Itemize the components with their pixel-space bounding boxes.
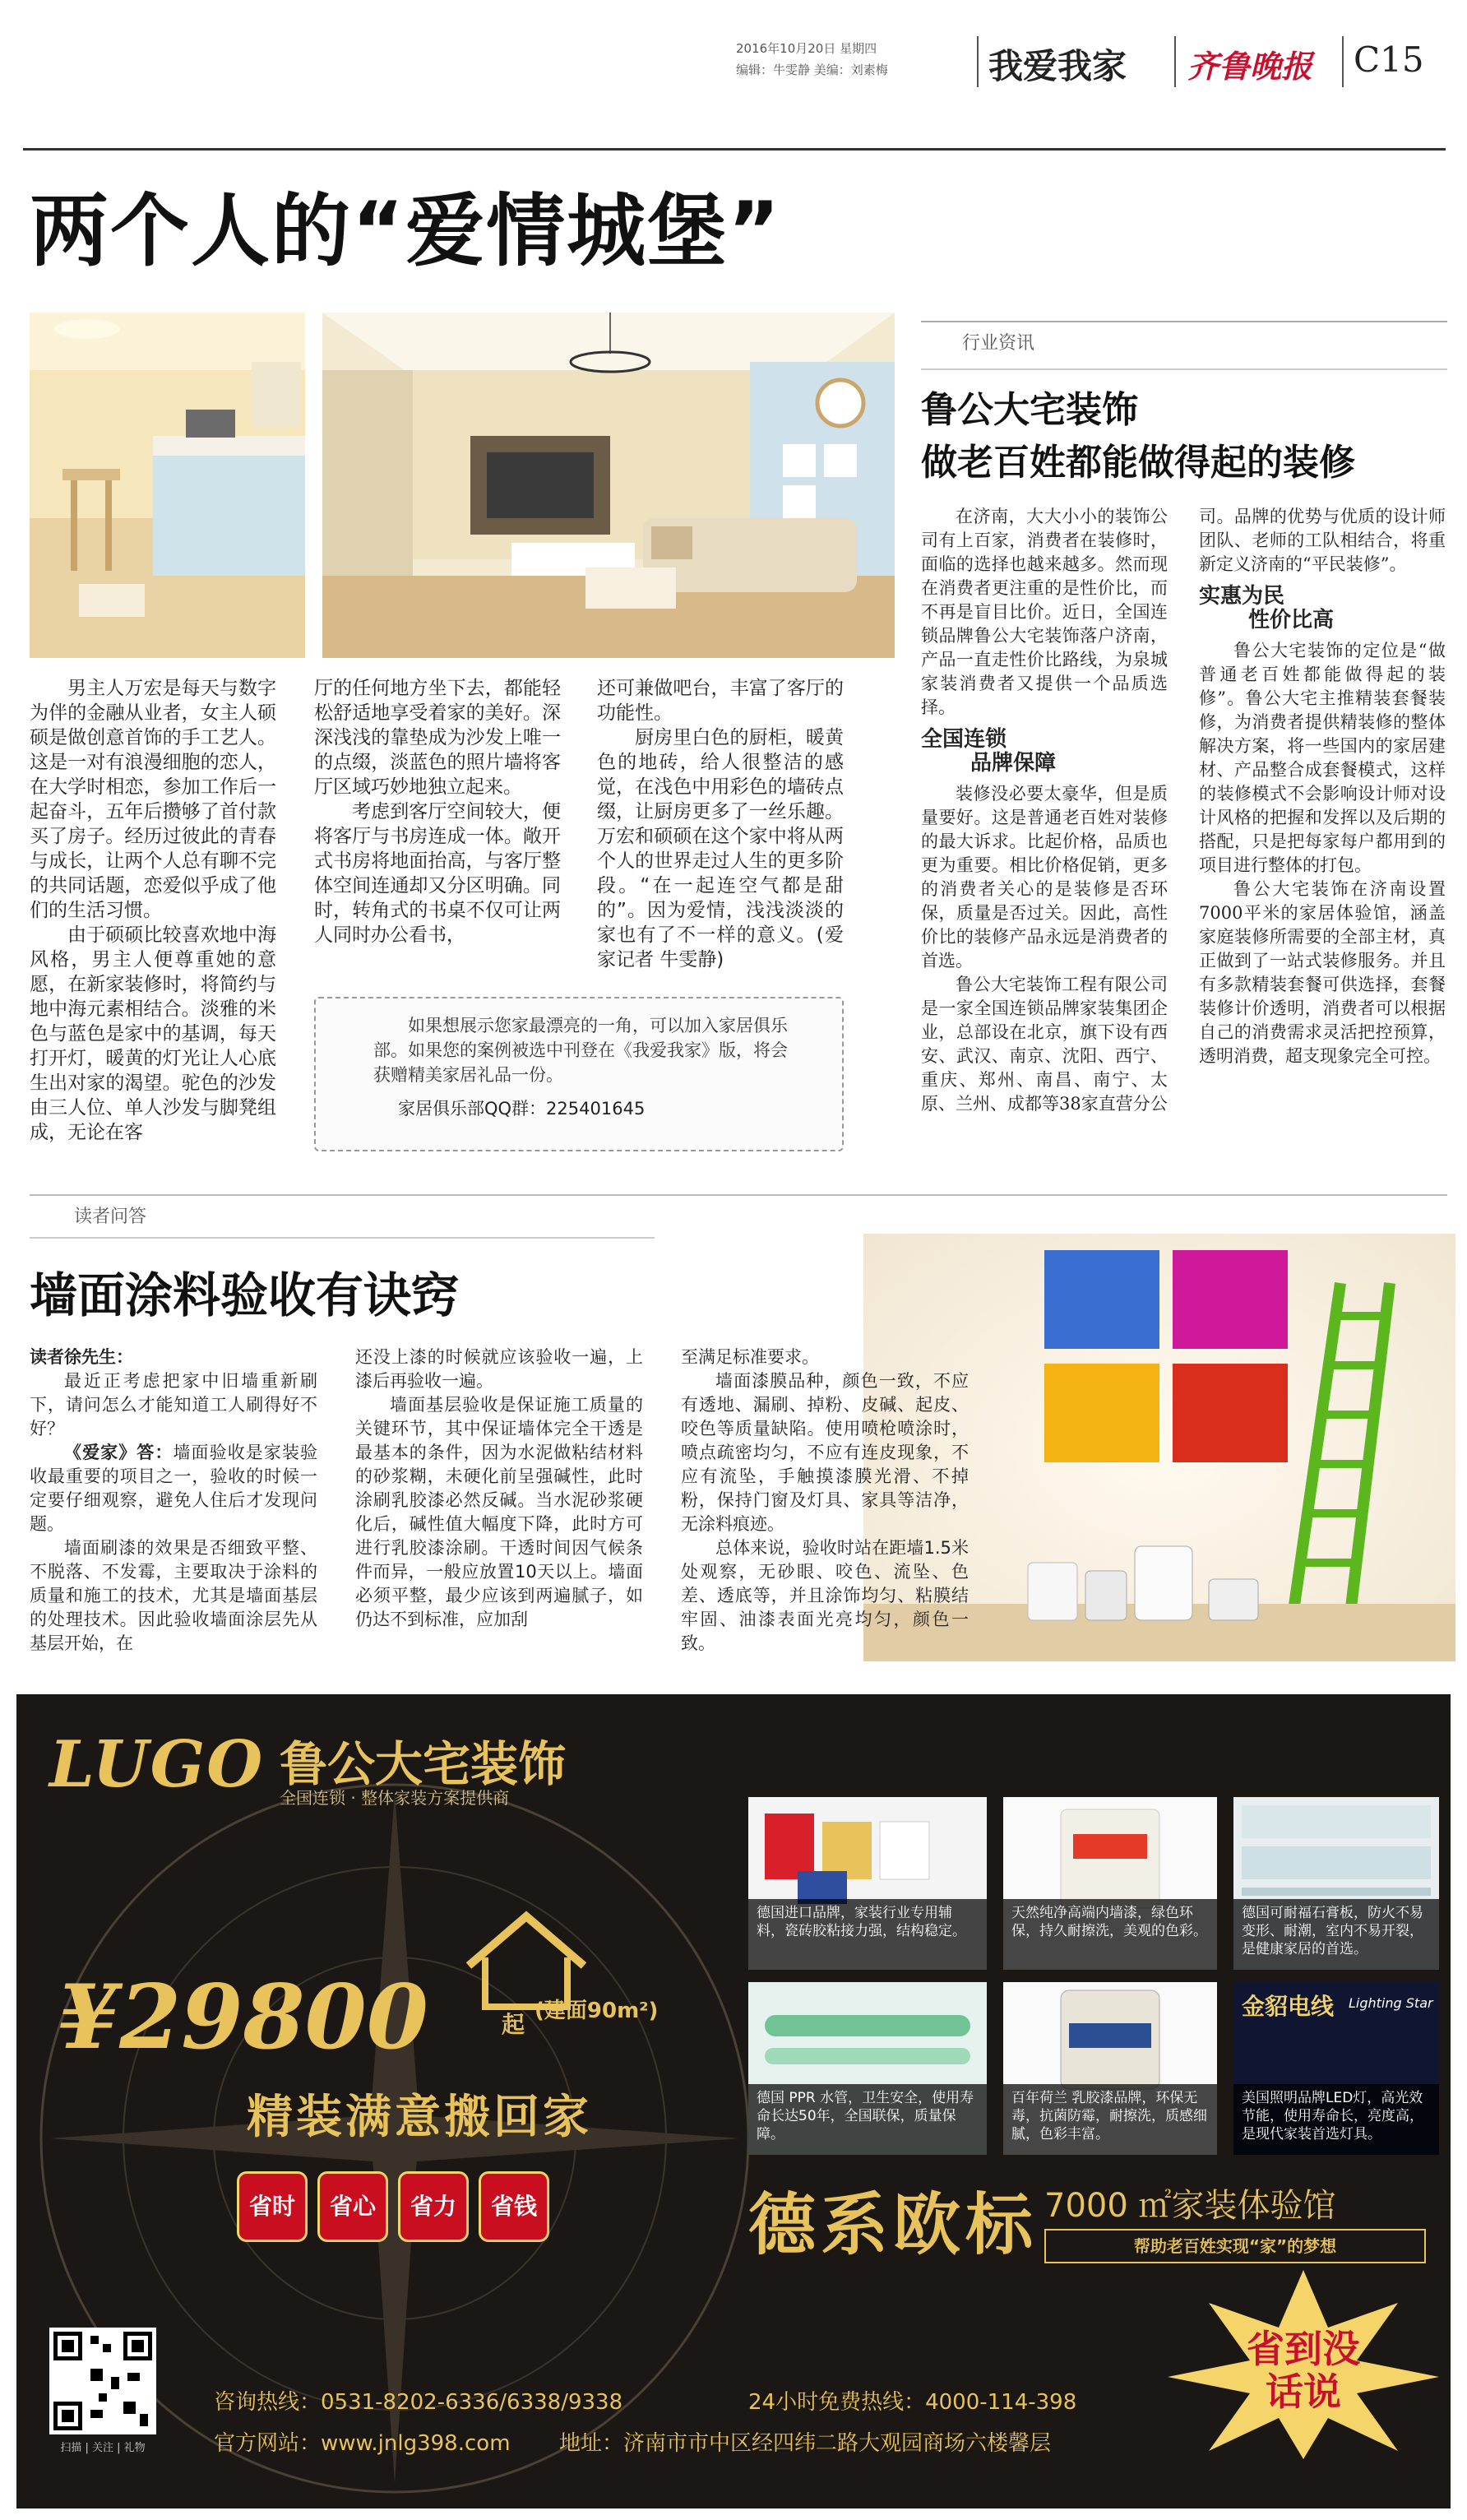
- qa-column-1: [30, 1346, 317, 1656]
- ad-hotline: 咨询热线：0531-8202-6336/6338/9338: [214, 2390, 623, 2415]
- ad-exhibit-sub: 帮助老百姓实现“家”的梦想: [1044, 2229, 1426, 2263]
- article-paragraph: 还可兼做吧台，丰富了客厅的功能性。: [597, 678, 844, 724]
- ad-german: 德系欧标: [748, 2186, 1039, 2264]
- industry-column-2: [1199, 505, 1446, 1068]
- qa-paragraph: 墙面刷漆的效果是否细致平整、不脱落、不发霉，主要取决于涂料的质量和施工的技术，尤其是墙面基层的处理技术。因此验收墙面涂层先从基层开始，在: [30, 1538, 317, 1653]
- qa-reader: 读者徐先生：: [30, 1347, 133, 1367]
- club-text: 如果想展示您家最漂亮的一角，可以加入家居俱乐部。如果您的案例被选中刊登在《我爱我家》版，将会获赠精美家居礼品一份。: [373, 1016, 788, 1085]
- ad-brand: 鲁公大宅装饰: [280, 1736, 567, 1792]
- qa-rule-2: [30, 1237, 655, 1239]
- section-name: 我爱我家: [988, 46, 1127, 86]
- product-caption: 天然纯净高端内墙漆，绿色环保，持久耐擦洗，美观的色彩。: [1003, 1899, 1217, 1970]
- qa-answer: 墙面验收是家装验收最重要的项目之一，验收的时候一定要仔细观察，避免人住后才发现问题。: [30, 1443, 318, 1534]
- product-caption: 德国 PPR 水管，卫生安全，使用寿命长达50年，全国联保，质量保障。: [748, 2084, 987, 2155]
- ad-slogan: 精装满意搬回家: [247, 2091, 592, 2144]
- paper-logo: 齐鲁晚报: [1187, 48, 1313, 85]
- header-date: 2016年10月20日 星期四: [736, 41, 877, 56]
- ad-price-suffix: 起: [502, 2011, 525, 2038]
- header-divider-2: [1174, 36, 1176, 87]
- ad-pill: 省心: [317, 2171, 388, 2242]
- ad-area: (建面90m²): [535, 1999, 659, 2023]
- industry-paragraph: 鲁公大宅装饰的定位是“做普通老百姓都能做得起的装修”。鲁公大宅主推精装套餐装修，为消费者提供精装修的整体解决方案，将一些国内的家居建材、产品整合成套餐模式，这样的装修模式不会影响设计师对设计风格的把握和发挥以及后期的搭配，只是把每家每户都用到的项目进行整体的打包。: [1199, 641, 1446, 875]
- club-box: [314, 997, 844, 1151]
- header-divider-3: [1342, 36, 1344, 87]
- club-qq: 家居俱乐部QQ群：225401645: [398, 1099, 646, 1119]
- product-panel: [1003, 1982, 1217, 2155]
- qa-answer-prefix: 《爱家》答：: [64, 1443, 174, 1462]
- ad-pill: 省力: [398, 2171, 469, 2242]
- product-panel-title: 金貂电线: [1242, 1993, 1335, 2020]
- article-paragraph: 厨房里白色的厨柜，暖黄色的地砖，给人很整洁的感觉，在浅色中用彩色的墙砖点缀，让厨房更多了一丝乐趣。万宏和硕硕在这个家中将从两个人的世界走过人生的更多阶段。“在一起连空气都是甜的”。因为爱情，浅浅淡淡的家也有了不一样的意义。(爱家记者 牛雯静): [597, 727, 844, 970]
- ad-freeline: 24小时免费热线：4000-114-398: [748, 2390, 1077, 2415]
- ad-brand-sub: 全国连锁 · 整体家装方案提供商: [280, 1788, 510, 1808]
- product-caption: 美国照明品牌LED灯，高光效节能，使用寿命长，亮度高，是现代家装首选灯具。: [1233, 2084, 1439, 2155]
- industry-paragraph: 装修没必要太豪华，但是质量要好。这是普通老百姓对装修的最大诉求。比起价格，品质也更为重要。相比价格促销，更多的消费者关心的是装修是否环保，质量是否过关。因此，高性价比的装修产品永远是消费者的首选。: [921, 784, 1168, 970]
- ad-pill: 省时: [237, 2171, 308, 2242]
- ad-badge: [1168, 2270, 1439, 2459]
- qa-title: 墙面涂料验收有诀窍: [30, 1267, 460, 1323]
- article-column-2: [314, 676, 561, 947]
- ad-exhibit: 7000 ㎡家装体验馆: [1044, 2187, 1336, 2225]
- qa-paragraph: 墙面基层验收是保证施工质量的关键环节，其中保证墙体完全干透是最基本的条件，因为水泥做粘结材料的砂浆糊，未硬化前呈强碱性，此时涂刷乳胶漆必然反碱。当水泥砂浆硬化后，碱性值大幅度下降，此时方可进行乳胶漆涂刷。干透时间因气候条件而异，一般应放置10天以上。墙面必须平整，最少应该到两遍腻子，如仍达不到标准，应加刮: [355, 1395, 643, 1629]
- industry-rule-2: [921, 368, 1447, 370]
- article-column-1: [30, 676, 276, 1145]
- qa-question: 最近正考虑把家中旧墙重新刷下，请问怎么才能知道工人刷得好不好？: [30, 1371, 317, 1438]
- industry-subhead: 性价比高: [1248, 608, 1335, 632]
- industry-paragraph: 鲁公大宅装饰工程有限公司是一家全国连锁品牌家装集团企业，总部设在北京，旗下设有西安、武汉、南京、沈阳、西宁、重庆、郑州、南昌、南宁、太原、兰州、成都等38家直营分公: [921, 975, 1168, 1114]
- page-number: C15: [1354, 39, 1424, 80]
- header-editors: 编辑：牛雯静 美编：刘素梅: [736, 63, 888, 77]
- qa-column-3: [681, 1346, 969, 1656]
- industry-paragraph: 司。品牌的优势与优质的设计师团队、老师的工队相结合，将重新定义济南的“平民装修”。: [1199, 507, 1446, 574]
- ad-price: ¥29800: [58, 1966, 428, 2069]
- industry-label: 行业资讯: [962, 333, 1035, 354]
- qa-column-2: [355, 1346, 643, 1632]
- industry-title-1: 鲁公大宅装饰: [921, 389, 1138, 431]
- ad-address: 地址：济南市市中区经四纬二路大观园商场六楼馨层: [559, 2431, 1052, 2456]
- industry-paragraph: 在济南，大大小小的装饰公司有上百家，消费者在装修时，面临的选择也越来越多。然而现在消费者更注重的是性价比，而不再是盲目比价。近日，全国连锁品牌鲁公大宅装饰落户济南，产品一直走性价比路线，为泉城家装消费者又提供一个品质选择。: [921, 507, 1168, 717]
- header-divider: [977, 36, 979, 87]
- product-panel: [1233, 1797, 1439, 1970]
- product-panel: [1003, 1797, 1217, 1970]
- product-panel: [748, 1797, 987, 1970]
- ad-badge-text: 省到没话说: [1247, 2327, 1360, 2414]
- product-caption: 德国进口品牌，家装行业专用辅料，瓷砖胶粘接力强，结构稳定。: [748, 1899, 987, 1970]
- qr-caption: 扫描 | 关注 | 礼物: [60, 2442, 146, 2454]
- qr-code[interactable]: [49, 2328, 156, 2434]
- qa-paragraph: 至满足标准要求。: [681, 1347, 819, 1367]
- qa-label: 读者问答: [74, 1207, 147, 1227]
- article-paragraph: 厅的任何地方坐下去，都能轻松舒适地享受着家的美好。深深浅浅的靠垫成为沙发上唯一的点缀，淡蓝色的照片墙将客厅区域巧妙地独立起来。: [314, 678, 561, 798]
- article-paragraph: 考虑到客厅空间较大，便将客厅与书房连成一体。敞开式书房将地面抬高，与客厅整体空间连通却又分区明确。同时，转角式的书桌不仅可让两人同时办公看书，: [314, 801, 561, 946]
- industry-column-1: [921, 505, 1168, 1116]
- article-paragraph: 由于硕硕比较喜欢地中海风格，男主人便尊重她的意愿，在新家装修时，将简约与地中海元素相结合。淡雅的米色与蓝色是家中的基调，每天打开灯，暖黄的灯光让人心底生出对家的渴望。驼色的沙发由三人位、单人沙发与脚凳组成，无论在客: [30, 924, 276, 1143]
- qa-paragraph: 墙面漆膜品种，颜色一致，不应有透地、漏刷、掉粉、皮碱、起皮、咬色等质量缺陷。使用喷枪喷涂时，喷点疏密均匀，不应有连皮现象，不应有流坠，手触摸漆膜光滑、不掉粉，保持门窗及灯具、家具等洁净，无涂料痕迹。: [681, 1371, 969, 1534]
- page-title: 两个人的“爱情城堡”: [30, 185, 782, 277]
- qa-paragraph: 总体来说，验收时站在距墙1.5米处观察，无砂眼、咬色、流坠、色差、透底等，并且涂饰均匀、粘膜结牢固、油漆表面光亮均匀，颜色一致。: [681, 1538, 969, 1653]
- article-paragraph: 男主人万宏是每天与数字为伴的金融从业者，女主人硕硕是做创意首饰的手工艺人。这是一对有浪漫细胞的恋人，在大学时相恋，参加工作后一起奋斗，五年后攒够了首付款买了房子。经历过彼此的青春与成长，让两个人总有聊不完的共同话题，恋爱似乎成了他们的生活习惯。: [30, 678, 276, 921]
- ad-logo: LUGO: [49, 1727, 265, 1802]
- article-column-3: [597, 676, 844, 972]
- industry-rule: [921, 321, 1447, 322]
- industry-title-2: 做老百姓都能做得起的装修: [921, 442, 1355, 484]
- product-panel: [748, 1982, 987, 2155]
- photo-living-room: [322, 313, 895, 658]
- header-rule: [23, 148, 1446, 151]
- qa-rule: [30, 1194, 1447, 1196]
- qa-paragraph: 还没上漆的时候就应该验收一遍，上漆后再验收一遍。: [355, 1347, 643, 1391]
- industry-paragraph: 鲁公大宅装饰在济南设置7000平米的家居体验馆，涵盖家庭装修所需要的全部主材，真正做到了一站式装修服务。并且有多款精装套餐可供选择，套餐装修计价透明，消费者可以根据自己的消费需求灵活把控预算，透明消费，超支现象完全可控。: [1199, 879, 1446, 1066]
- photo-study: [30, 313, 305, 658]
- product-caption: 百年荷兰 乳胶漆品牌，环保无毒，抗菌防霉，耐擦洗，质感细腻，色彩丰富。: [1003, 2084, 1217, 2155]
- product-panel-sub: Lighting Star: [1349, 1995, 1433, 2011]
- product-panel: [1233, 1982, 1439, 2155]
- ad-pill: 省钱: [479, 2171, 549, 2242]
- industry-subhead: 全国连锁: [921, 727, 1007, 752]
- ad-website[interactable]: 官方网站：www.jnlg398.com: [214, 2431, 511, 2456]
- lugo-advertisement: [16, 1694, 1451, 2508]
- product-caption: 德国可耐福石膏板，防火不易变形、耐潮，室内不易开裂，是健康家居的首选。: [1233, 1899, 1439, 1970]
- industry-subhead: 实惠为民: [1199, 584, 1285, 609]
- industry-subhead: 品牌保障: [970, 751, 1057, 776]
